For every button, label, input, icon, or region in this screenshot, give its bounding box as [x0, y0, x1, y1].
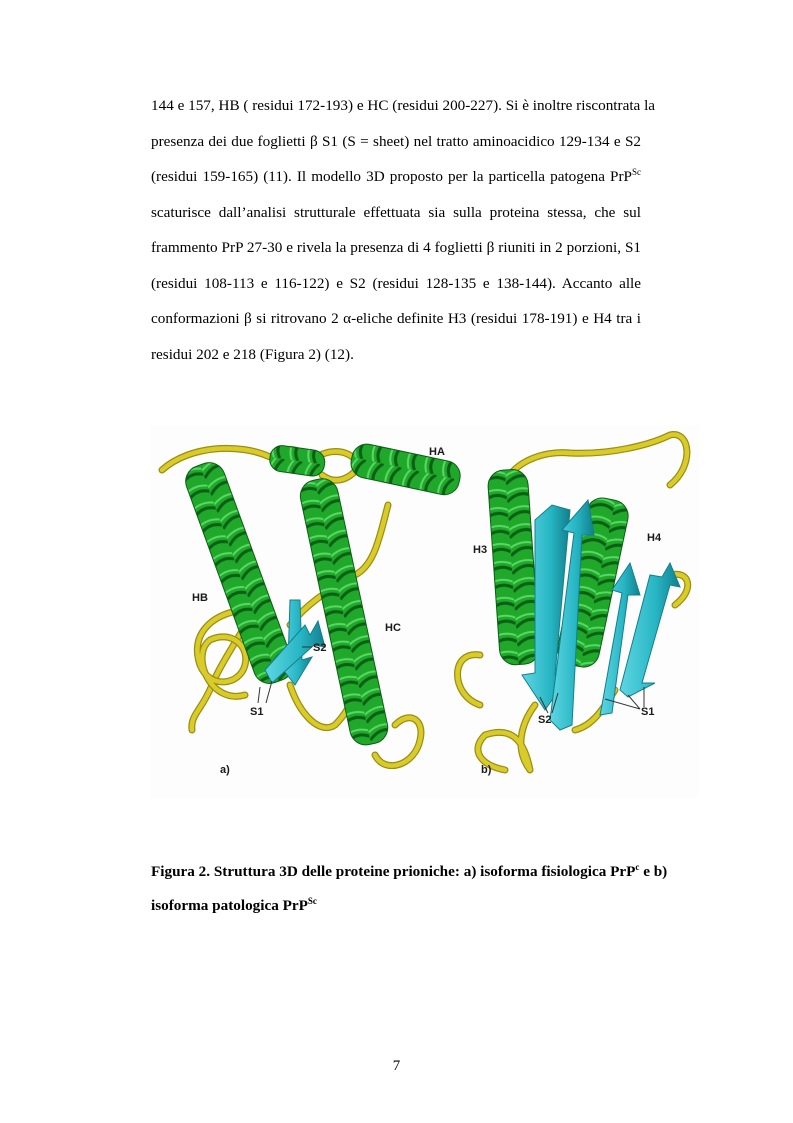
superscript: c: [635, 862, 640, 872]
superscript: Sc: [632, 167, 641, 177]
label-s2-b: S2: [538, 714, 552, 726]
body-line: residui 202 e 218 (Figura 2) (12).: [151, 345, 354, 363]
body-line: frammento PrP 27-30 e rivela la presenza di 4 foglietti β riuniti in 2 porzioni, S1: [151, 239, 641, 256]
label-s2-a: S2: [313, 642, 327, 654]
helix-ha: [348, 441, 463, 497]
panel-b: [458, 435, 688, 776]
caption-line: isoforma patologica PrP$^{Sc}$: [151, 896, 317, 914]
helix-top-small: [268, 444, 326, 477]
label-hb: HB: [192, 592, 208, 604]
page-number: 7: [392, 1058, 401, 1074]
label-s1-a: S1: [250, 706, 264, 718]
label-h4: H4: [647, 532, 662, 544]
label-s1-b: S1: [641, 706, 655, 718]
figure-svg: [150, 425, 699, 798]
label-hc: HC: [385, 622, 401, 634]
caption-line: Figura 2. Struttura 3D delle proteine prioniche: a) isoforma fisiologica PrP$^c$ e b): [151, 862, 668, 880]
body-line: (residui 108-113 e 116-122) e S2 (residui 128-135 e 138-144). Accanto alle: [151, 274, 641, 292]
helix-hc: [297, 476, 390, 748]
body-line: scaturisce dall’analisi strutturale effettuata sia sulla proteina stessa, che sul: [151, 203, 641, 221]
label-ha: HA: [429, 446, 445, 458]
panel-a-tag: a): [220, 764, 230, 776]
panel-b-tag: b): [481, 764, 492, 776]
superscript: Sc: [307, 896, 317, 906]
body-paragraph: [151, 88, 656, 372]
body-line: conformazioni β si ritrovano 2 α-eliche definite H3 (residui 178-191) e H4 tra i: [151, 310, 641, 327]
protein-structure-figure: [150, 425, 699, 798]
body-line: presenza dei due foglietti β S1 (S = sheet) nel tratto aminoacidico 129-134 e S2: [151, 132, 641, 150]
body-line: 144 e 157, HB ( residui 172-193) e HC (residui 200-227). Si è inoltre riscontrata la: [151, 97, 656, 114]
label-h3: H3: [473, 544, 488, 556]
figure-caption: [151, 855, 699, 923]
helix-h3: [487, 468, 541, 665]
body-line: (residui 159-165) (11). Il modello 3D proposto per la particella patogena PrP$^{Sc}$: [151, 167, 641, 185]
panel-a: [162, 441, 463, 776]
